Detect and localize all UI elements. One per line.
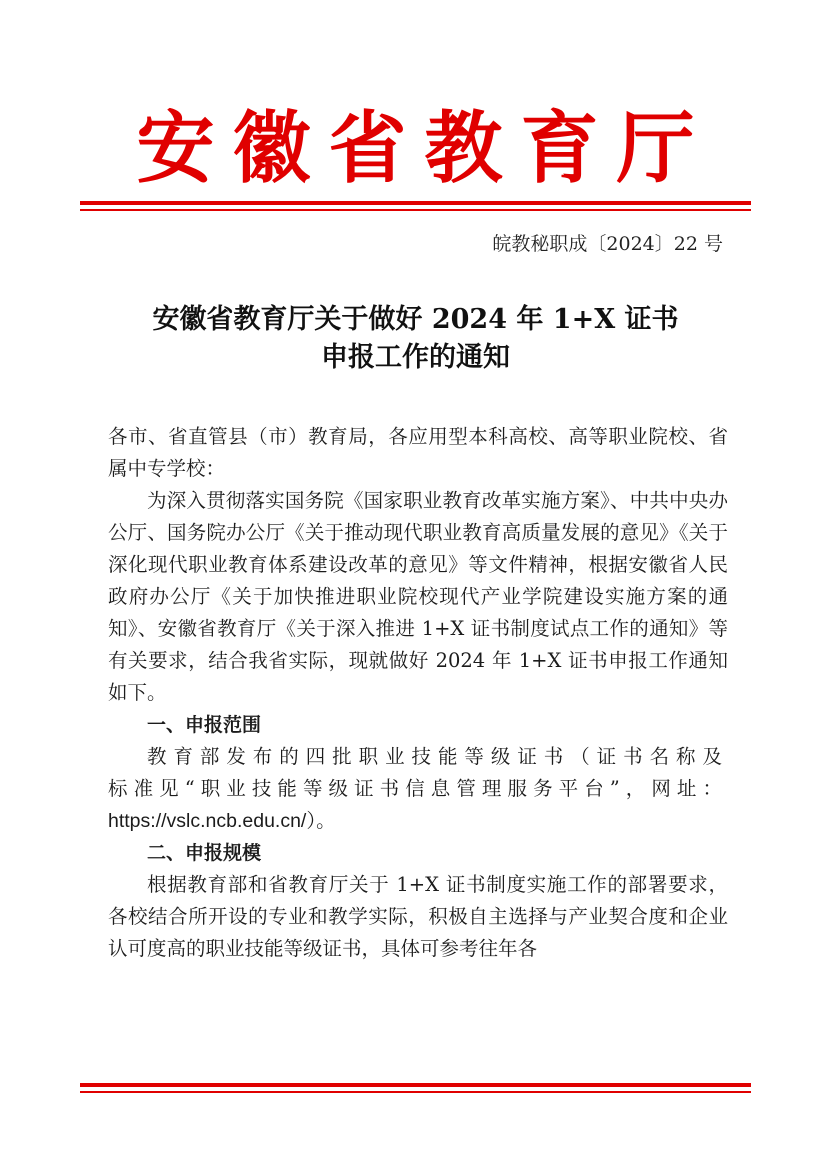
section-heading-scale: 二、申报规模: [147, 842, 262, 864]
document-number: 皖教秘职成〔2024〕22 号: [492, 233, 723, 255]
red-rule-bottom-thin: [80, 1091, 751, 1093]
section-scope-paragraph: [108, 741, 728, 837]
scope-text-end: ）。: [306, 809, 336, 832]
intro-paragraph: 为深入贯彻落实国务院《国家职业教育改革实施方案》、中共中央办公厅、国务院办公厅《关于推动现代职业教育高质量发展的意见》《关于深化现代职业教育体系建设改革的意见》等文件精神，根据安徽省人民政府办公厅《关于加快推进职业院校现代产业学院建设实施方案的通知》、安徽省教育厅《关于深入推进 1+X 证书制度试点工作的通知》等有关要求，结合我省实际，现就做好 2024 年 1+X 证书申报工作通知如下。: [108, 489, 728, 704]
salutation: 各市、省直管县（市）教育局，各应用型本科高校、高等职业院校、省属中专学校：: [108, 425, 728, 480]
red-rule-top-thin: [80, 209, 751, 211]
platform-url-link[interactable]: https://vslc.ncb.edu.cn/: [108, 810, 307, 832]
red-rule-bottom-thick: [80, 1083, 751, 1087]
section-scale-paragraph: 根据教育部和省教育厅关于 1+X 证书制度实施工作的部署要求，各校结合所开设的专业和教学实际，积极自主选择与产业契合度和企业认可度高的职业技能等级证书，具体可参考往年各: [108, 873, 728, 960]
section-heading-scope: 一、申报范围: [147, 714, 262, 736]
title-line-1: 安徽省教育厅关于做好 2024 年 1+X 证书: [152, 304, 679, 335]
document-title: [80, 301, 751, 377]
masthead-title: 安徽省教育厅: [136, 103, 713, 194]
title-line-2: 申报工作的通知: [321, 342, 510, 373]
red-rule-top-thick: [80, 201, 751, 205]
document-body: [108, 421, 728, 965]
scope-text: 教育部发布的四批职业技能等级证书（证书名称及标准见“职业技能等级证书信息管理服务平台”，网址：: [108, 745, 728, 800]
